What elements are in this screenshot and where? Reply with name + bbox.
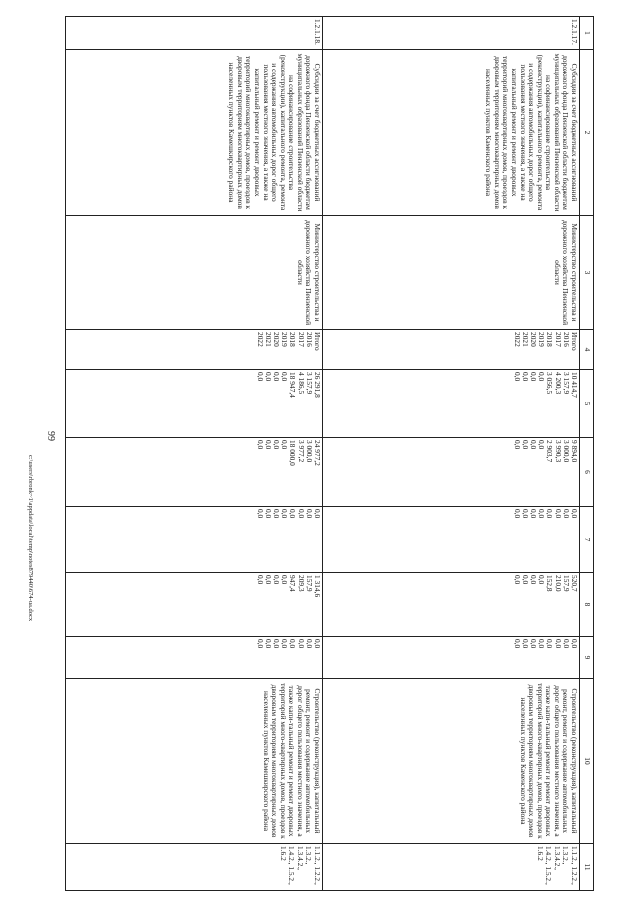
amount-value: 0,0 [280,372,290,382]
amount-value: 520,7 [570,575,579,592]
year-value: 2019 [280,332,290,347]
local-budget-cell [66,573,323,637]
row-number: 1.2.1.17. [323,17,580,50]
other-sources-cell [66,637,323,679]
amount-value: 0,0 [520,372,530,382]
amount-value: 0,0 [512,509,522,519]
amount-value: 0,0 [255,639,265,649]
amount-value: 0,0 [545,509,555,519]
header-cell: 1 [580,17,594,50]
expected-result: Строительство (реконструкция), капитальный ремонт, ремонт и содержание автомобильных дорог общего пользования местного значения, а также капи-тальный ремонт и ремонт дворовых территорий много-квартирных домов, проездов к дворовым территориям многоквартирных домов населенных пунктов Каменского района [323,679,580,844]
amount-value: 3 056,5 [545,372,555,395]
amount-value: 0,0 [313,639,322,649]
amount-value: 157,9 [561,575,571,592]
amount-value: 0,0 [512,639,522,649]
year-value: 2020 [272,332,282,347]
amount-value: 0,0 [263,509,273,519]
amount-value: 10 414,7 [570,372,579,398]
regional-budget-cell [323,438,580,507]
amount-value: 0,0 [255,509,265,519]
header-cell: 7 [580,507,594,573]
year-value: 2017 [296,332,306,347]
amount-value: 0,0 [296,639,306,649]
total-cell [66,370,323,438]
amount-value: 0,0 [280,575,290,585]
amount-value: 0,0 [296,509,306,519]
amount-value: 0,0 [255,575,265,585]
year-value: 2022 [255,332,265,347]
indicator-links: 1.1.2., 1.2.2., 1.3.2., 1.3.4.2., 1.4.2., 1.5.2., 1.6.2 [323,844,580,891]
years-cell [323,330,580,370]
expected-result: Строительство (реконструкция), капитальный ремонт, ремонт и содержание автомобильных дорог общего пользования местного значения, а также капи-тальный ремонт и ремонт дворовых территорий много-квартирных домов, проездов к дворовым территориям многоквартирных домов населенных пунктов Камешкирского района [66,679,323,844]
amount-value: 0,0 [280,509,290,519]
header-cell: 11 [580,844,594,891]
amount-value: 157,9 [304,575,314,592]
amount-value: 3 157,9 [561,372,571,395]
header-cell: 3 [580,216,594,330]
amount-value: 3 977,2 [296,440,306,463]
program-activities-table [65,16,594,891]
amount-value: 0,0 [272,639,282,649]
amount-value: 4 200,3 [553,372,563,395]
amount-value: 209,3 [296,575,306,592]
amount-value: 0,0 [529,372,539,382]
amount-value: 0,0 [545,639,555,649]
header-cell: 4 [580,330,594,370]
total-cell [323,370,580,438]
amount-value: 0,0 [529,639,539,649]
federal-budget-cell [66,507,323,573]
regional-budget-cell [66,438,323,507]
amount-value: 26 291,8 [313,372,322,398]
table-row [323,17,580,891]
amount-value: 0,0 [537,639,547,649]
amount-value: 0,0 [272,372,282,382]
header-cell: 10 [580,679,594,844]
amount-value: 947,4 [288,575,298,592]
amount-value: 0,0 [272,575,282,585]
header-cell: 6 [580,438,594,507]
amount-value: 0,0 [512,575,522,585]
amount-value: 2 903,7 [545,440,555,463]
amount-value: 0,0 [255,372,265,382]
amount-value: 0,0 [520,440,530,450]
amount-value: 0,0 [561,509,571,519]
amount-value: 0,0 [529,575,539,585]
amount-value: 0,0 [553,509,563,519]
activity-name: Субсидии за счет бюджетных ассигнований дорожного фонда Пензенской области бюджетам муниципальных образований Пензенской области на софинансирование строительства (реконструкции), капитального ремонта, ремонта и содержания автомобильных дорог общего пользования местного значения, а также на капитальный ремонт и ремонт дворовых территорий многоквартирных домов, проездов к дворовым территориям многоквартирных домов населенных пунктов Каменского района [323,50,580,216]
other-sources-cell [323,637,580,679]
table-row [66,17,323,891]
amount-value: 210,0 [553,575,563,592]
amount-value: 0,0 [512,440,522,450]
amount-value: 0,0 [529,440,539,450]
year-value: 2018 [288,332,298,347]
year-value: Итого [570,332,579,351]
header-cell: 2 [580,50,594,216]
year-value: 2018 [545,332,555,347]
column-number-row [580,17,594,891]
local-budget-cell [323,573,580,637]
header-cell: 5 [580,370,594,438]
row-number: 1.2.1.18. [66,17,323,50]
amount-value: 0,0 [304,509,314,519]
amount-value: 3 000,0 [561,440,571,463]
executor: Министерство строительства и дорожного хозяйства Пензенской области [66,216,323,330]
amount-value: 0,0 [272,440,282,450]
amount-value: 0,0 [263,372,273,382]
amount-value: 0,0 [280,639,290,649]
amount-value: 0,0 [263,639,273,649]
activity-name: Субсидии за счет бюджетных ассигнований дорожного фонда Пензенской области бюджетам муниципальных образований Пензенской области на софинансирование строительства (реконструкции), капитального ремонта, ремонта и содержания автомобильных дорог общего пользования местного значения, а также на капитальный ремонт и ремонт дворовых территорий многоквартирных домов, проездов к дворовым территориям многоквартирных домов населенных пунктов Камешкирского района [66,50,323,216]
amount-value: 0,0 [570,509,579,519]
amount-value: 18 947,4 [288,372,298,398]
amount-value: 0,0 [313,509,322,519]
amount-value: 0,0 [537,509,547,519]
amount-value: 0,0 [520,509,530,519]
amount-value: 0,0 [263,440,273,450]
amount-value: 4 186,5 [296,372,306,395]
amount-value: 0,0 [280,440,290,450]
amount-value: 9 894,0 [570,440,579,463]
year-value: 2017 [553,332,563,347]
amount-value: 0,0 [570,639,579,649]
amount-value: 3 000,0 [304,440,314,463]
amount-value: 0,0 [520,639,530,649]
year-value: Итого [313,332,322,351]
amount-value: 24 977,2 [313,440,322,466]
year-value: 2016 [561,332,571,347]
amount-value: 0,0 [561,639,571,649]
footer-file-path: c:\users\rbronk~1\appdata\local\temp\notes879440\674-ua.docx [27,455,34,622]
year-value: 2016 [304,332,314,347]
year-value: 2021 [520,332,530,347]
years-cell [66,330,323,370]
amount-value: 0,0 [537,575,547,585]
amount-value: 152,8 [545,575,555,592]
header-cell: 9 [580,637,594,679]
amount-value: 3 990,3 [553,440,563,463]
amount-value: 0,0 [288,509,298,519]
program-table-rotated [66,16,594,890]
amount-value: 0,0 [288,639,298,649]
amount-value: 3 157,9 [304,372,314,395]
page-number: 99 [45,431,56,441]
amount-value: 0,0 [520,575,530,585]
amount-value: 18 000,0 [288,440,298,466]
amount-value: 0,0 [304,639,314,649]
year-value: 2019 [537,332,547,347]
amount-value: 0,0 [537,372,547,382]
amount-value: 0,0 [272,509,282,519]
federal-budget-cell [323,507,580,573]
amount-value: 0,0 [537,440,547,450]
amount-value: 0,0 [553,639,563,649]
header-cell: 8 [580,573,594,637]
amount-value: 0,0 [529,509,539,519]
amount-value: 1 314,6 [313,575,322,598]
year-value: 2021 [263,332,273,347]
amount-value: 0,0 [263,575,273,585]
executor: Министерство строительства и дорожного хозяйства Пензенской области [323,216,580,330]
indicator-links: 1.1.2., 1.2.2., 1.3.2., 1.3.4.2., 1.4.2., 1.5.2., 1.6.2 [66,844,323,891]
year-value: 2020 [529,332,539,347]
amount-value: 0,0 [512,372,522,382]
amount-value: 0,0 [255,440,265,450]
year-value: 2022 [512,332,522,347]
